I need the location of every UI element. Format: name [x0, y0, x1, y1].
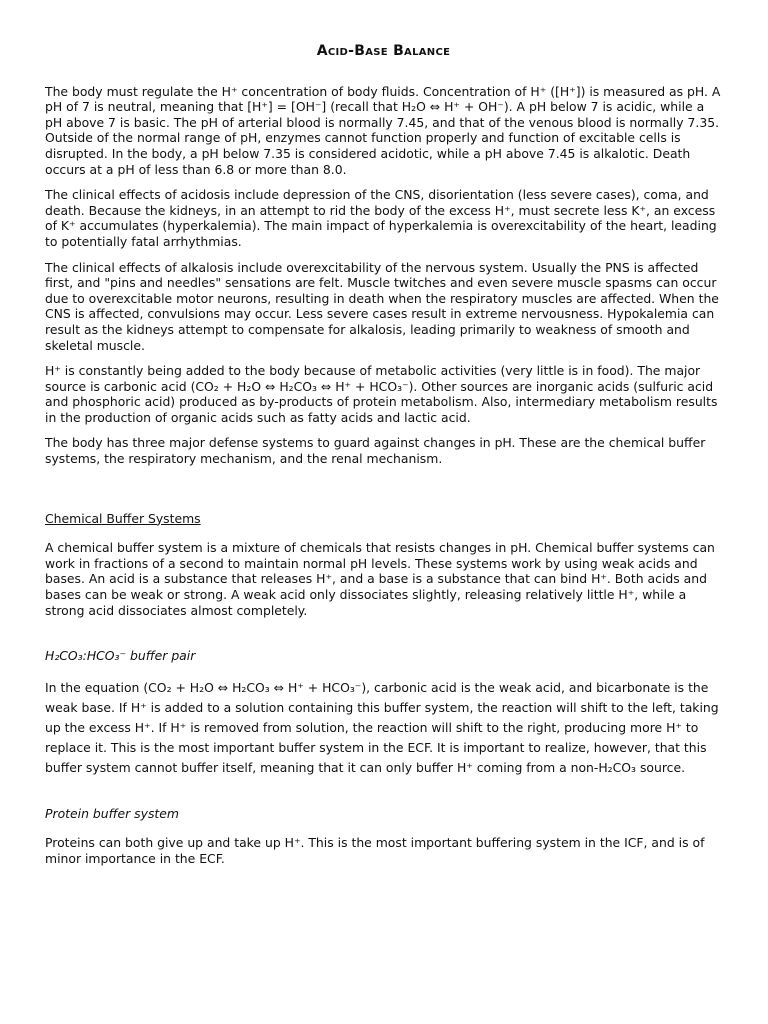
bicarbonate-heading: H₂CO₃:HCO₃⁻ buffer pair [45, 648, 196, 664]
acidosis-paragraph: The clinical effects of acidosis include depression of the CNS, disorientation (less severe cases), coma, and death. Because the kidneys, in an attempt to rid the body of the excess H⁺, must secrete less K⁺, an excess of K⁺ accumulates (hyperkalemia). The main impact of hyperkalemia is overexcitability of the heart, leading to potentially fatal arrhythmias. [45, 187, 717, 249]
page-title: Acid-Base Balance [316, 43, 451, 59]
bicarbonate-paragraph: In the equation (CO₂ + H₂O ⇔ H₂CO₃ ⇔ H⁺ + HCO₃⁻), carbonic acid is the weak acid, and bicarbonate is the weak base. If H⁺ is added to a solution containing this buffer system, the reaction will shift to the left, taking up the excess H⁺. If H⁺ is removed from solution, the reaction will shift to the right, producing more H⁺ to replace it. This is the most important buffer system in the ECF. It is important to realize, however, that this buffer system cannot buffer itself, meaning that it can only buffer H⁺ coming from a non-H₂CO₃ source. [45, 679, 719, 775]
section-spacer [45, 788, 722, 806]
protein-buffer-heading: Protein buffer system [45, 805, 179, 821]
hydrogen-sources-paragraph: H⁺ is constantly being added to the body because of metabolic activities (very little is in food). The major source is carbonic acid (CO₂ + H₂O ⇔ H₂CO₃ ⇔ H⁺ + HCO₃⁻). Other sources are inorganic acids (sulfuric acid and phosphoric acid) produced as by-products of protein metabolism. Also, intermediary metabolism results in the production of organic acids such as fatty acids and lactic acid. [45, 363, 718, 425]
section-spacer [45, 477, 722, 511]
alkalosis-paragraph: The clinical effects of alkalosis include overexcitability of the nervous system. Usually the PNS is affected first, and "pins and needles" sensations are felt. Muscle twitches and even severe muscle spasms can occur due to overexcitable motor neurons, resulting in death when the respiratory muscles are affected. When the CNS is affected, convulsions may occur. Less severe cases result in extreme nervousness. Hypokalemia can result as the kidneys attempt to compensate for alkalosis, leading primarily to weakness of smooth and skeletal muscle. [45, 259, 719, 353]
chemical-buffer-paragraph: A chemical buffer system is a mixture of chemicals that resists changes in pH. Chemical buffer systems can work in fractions of a second to maintain normal pH levels. These systems work by using weak acids and bases. An acid is a substance that releases H⁺, and a base is a substance that can bind H⁺. Both acids and bases can be weak or strong. A weak acid only dissociates slightly, releasing relatively little H⁺, while a strong acid dissociates almost completely. [45, 540, 715, 618]
chemical-buffer-heading: Chemical Buffer Systems [45, 510, 201, 526]
protein-buffer-paragraph: Proteins can both give up and take up H⁺. This is the most important buffering system in the ICF, and is of minor importance in the ECF. [45, 835, 705, 866]
intro-paragraph: The body must regulate the H⁺ concentration of body fluids. Concentration of H⁺ ([H⁺]) is measured as pH. A pH of 7 is neutral, meaning that [H⁺] = [OH⁻] (recall that H₂O ⇔ H⁺ + OH⁻). A pH below 7 is acidic, while a pH above 7 is basic. The pH of arterial blood is normally 7.45, and that of the venous blood is normally 7.35. Outside of the normal range of pH, enzymes cannot function properly and function of excitable cells is disrupted. In the body, a pH below 7.35 is considered acidotic, while a pH above 7.45 is alkalotic. Death occurs at a pH of less than 6.8 or more than 8.0. [45, 83, 721, 177]
section-spacer [45, 628, 722, 648]
defense-systems-paragraph: The body has three major defense systems to guard against changes in pH. These are the chemical buffer systems, the respiratory mechanism, and the renal mechanism. [45, 435, 706, 467]
